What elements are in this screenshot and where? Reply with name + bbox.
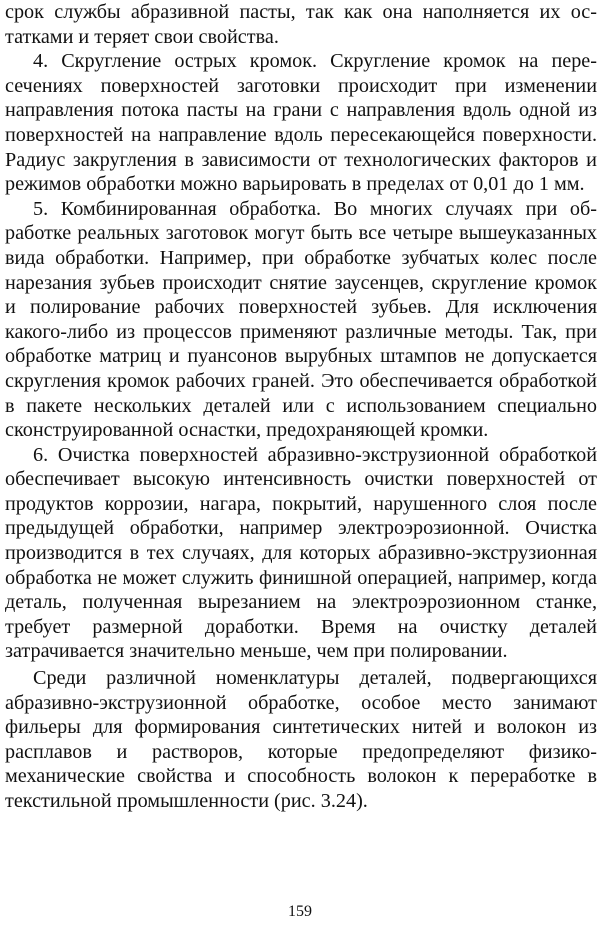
paragraph-item-4-edge-rounding: 4. Скругление острых кромок. Скругление кромок на пересечениях поверхностей заготовки происходит при изменении направления потока пасты на грани с направления вдоль одной из поверхностей на направление вдоль пересекающейся поверхности. Радиус закругления в зависимости от технологических факторов и режимов обработки можно варьировать в пределах от 0,01 до 1 мм.: [5, 50, 597, 196]
paragraph-continuation: срок службы абразивной пасты, так как она наполняется их остатками и теряет свои свойства.: [5, 1, 597, 48]
paragraph-item-5-combined-processing: 5. Комбинированная обработка. Во многих случаях при обработке реальных заготовок могут быть все четыре вышеуказанных вида обработки. Например, при обработке зубчатых колес после нарезания зубьев происходит снятие заусенцев, скругление кромок и полирование рабочих поверхностей зубьев. Для исключения какого-либо из процессов применяют различные методы. Так, при обработке матриц и пуансонов вырубных штампов не допускается скругления кромок рабочих граней. Это обеспечивается обработкой в пакете нескольких деталей или с использованием специально сконструированной оснастки, предохраняющей кромки.: [5, 197, 597, 442]
paragraph-closing-dies: Среди различной номенклатуры деталей, подвергающихся абразивно-экструзионной обработке, особое место занимают фильеры для формирования синтетических нитей и волокон из расплавов и растворов, которые предопределяют физико-механические свойства и способность волокон к переработке в текстильной промышленности (рис. 3.24).: [5, 667, 597, 812]
page-number: 159: [288, 903, 312, 920]
paragraph-item-6-surface-cleaning: 6. Очистка поверхностей абразивно-экструзионной обработкой обеспечивает высокую интенсивность очистки поверхностей от продуктов коррозии, нагара, покрытий, нарушенного слоя после предыдущей обработки, например электроэрозионной. Очистка производится в тех случаях, для которых абразивно-экструзионная обработка не может служить финишной операцией, например, когда деталь, полученная вырезанием на электроэрозионном станке, требует размерной доработки. Время на очистку деталей затрачивается значительно меньше, чем при полировании.: [5, 443, 597, 663]
document-page: [5, 0, 597, 814]
